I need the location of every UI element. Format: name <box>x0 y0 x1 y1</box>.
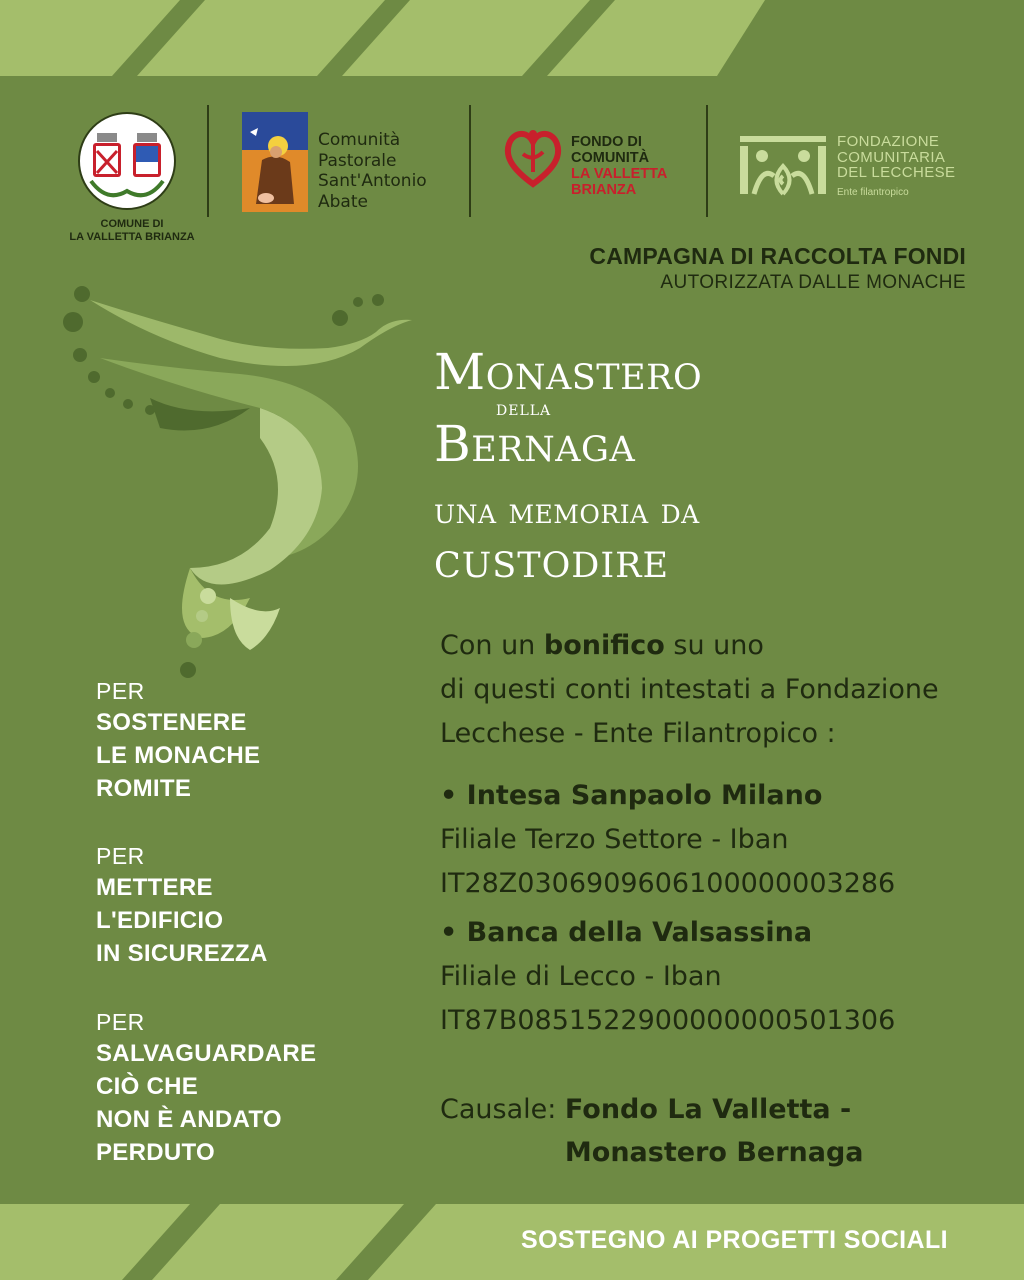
causale-label: Causale: <box>440 1094 565 1125</box>
stripe <box>0 1204 190 1280</box>
divider <box>706 105 708 217</box>
goal-line: LE MONACHE <box>96 742 261 769</box>
goal-block <box>96 676 260 805</box>
parish-line: Comunità <box>318 130 401 150</box>
comune-label <box>62 218 202 244</box>
fondazione-label <box>837 134 955 200</box>
stripe <box>342 0 590 76</box>
fondo-label <box>571 134 667 198</box>
intro-post: su uno <box>664 630 764 661</box>
goal-line: ROMITE <box>96 775 192 802</box>
fondo-line-red: BRIANZA <box>571 182 637 198</box>
title-bernaga: Bernaga <box>434 415 636 473</box>
bank-entry <box>440 911 895 1043</box>
title-monastero: Monastero <box>434 343 703 401</box>
goal-per: PER <box>96 1009 145 1035</box>
intro-line2: di questi conti intestati a Fondazione <box>440 674 939 705</box>
goal-block <box>96 841 268 970</box>
fondazione-line: FONDAZIONE <box>837 133 940 150</box>
fondazione-line: DEL LECCHESE <box>837 164 956 181</box>
bank-iban: IT28Z0306909606100000003286 <box>440 868 896 899</box>
fondazione-line: COMUNITARIA <box>837 148 946 166</box>
goal-block <box>96 1007 316 1169</box>
campaign-line1: CAMPAGNA DI RACCOLTA FONDI <box>589 243 966 269</box>
campaign-heading <box>589 242 966 295</box>
causale <box>440 1088 864 1174</box>
bank-entry <box>440 774 895 906</box>
parish-line: Pastorale <box>318 150 397 171</box>
bank-iban: IT87B0851522900000000501306 <box>440 1005 896 1036</box>
comune-label-line2: LA VALLETTA BRIANZA <box>69 231 195 243</box>
title-della: della <box>496 396 552 420</box>
saint-anthony-icon <box>242 112 308 212</box>
fondazione-logo-icon <box>740 136 826 198</box>
causale-line1: Fondo La Valletta - <box>564 1094 852 1125</box>
goal-line: PERDUTO <box>96 1139 216 1166</box>
stripe <box>152 1204 404 1280</box>
goal-per: PER <box>96 843 145 869</box>
stripe <box>137 0 385 76</box>
parish-line: Abate <box>318 191 368 212</box>
intro-text <box>440 624 939 756</box>
goal-per: PER <box>96 678 145 704</box>
intro-pre: Con un <box>440 630 544 661</box>
goal-line: CIÒ CHE <box>96 1073 199 1100</box>
divider <box>469 105 471 217</box>
fondo-line-red: LA VALLETTA <box>571 166 668 182</box>
bank-name: • Intesa Sanpaolo Milano <box>440 780 823 811</box>
goal-line: IN SICUREZZA <box>96 940 268 967</box>
parish-label <box>318 130 427 212</box>
intro-bold: bonifico <box>543 630 665 661</box>
title-una-memoria: una memoria da <box>434 491 700 532</box>
goal-line: METTERE <box>96 874 213 901</box>
footer-text: SOSTEGNO AI PROGETTI SOCIALI <box>521 1226 948 1254</box>
comune-label-line1: COMUNE DI <box>100 218 164 230</box>
divider <box>207 105 209 217</box>
parish-line: Sant'Antonio <box>318 171 427 191</box>
fondo-line: COMUNITÀ <box>571 150 650 166</box>
campaign-line2: AUTORIZZATA DALLE MONACHE <box>660 272 966 293</box>
dove-illustration <box>60 278 420 683</box>
heart-logo-icon <box>503 126 563 188</box>
comune-crest-logo <box>77 111 177 211</box>
intro-line3: Lecchese - Ente Filantropico : <box>440 718 836 749</box>
bank-name: • Banca della Valsassina <box>440 917 813 948</box>
goal-line: L'EDIFICIO <box>96 907 224 934</box>
title-custodire: custodire <box>434 531 670 589</box>
bank-branch: Filiale Terzo Settore - Iban <box>440 824 789 855</box>
fondo-line: FONDO DI <box>571 134 642 150</box>
causale-value <box>565 1088 864 1174</box>
goal-line: SALVAGUARDARE <box>96 1040 317 1067</box>
title-block <box>434 345 774 587</box>
goal-line: SOSTENERE <box>96 709 247 736</box>
bank-branch: Filiale di Lecco - Iban <box>440 961 722 992</box>
fondazione-sub: Ente filantropico <box>837 186 909 198</box>
causale-line2: Monastero Bernaga <box>564 1137 864 1168</box>
goal-line: NON È ANDATO <box>96 1106 282 1133</box>
top-stripes <box>0 0 1024 76</box>
